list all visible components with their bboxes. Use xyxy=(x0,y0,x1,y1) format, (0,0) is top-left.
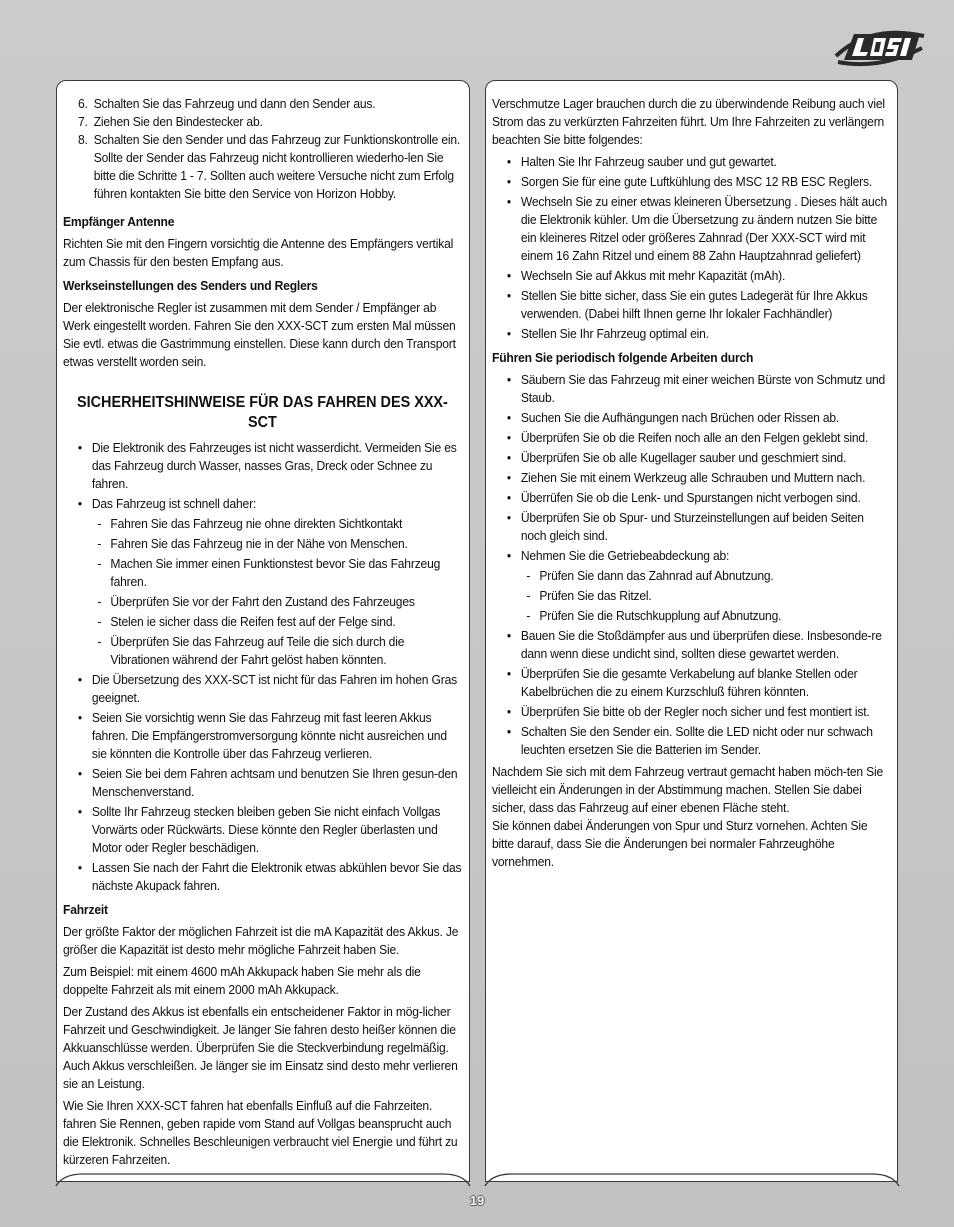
list-item: • Suchen Sie die Aufhängungen nach Brüchen oder Rissen ab. xyxy=(492,409,890,427)
list-item: • Überprüfen Sie ob Spur- und Sturzeinstellungen auf beiden Seiten noch gleich sind. xyxy=(492,509,890,545)
list-item: - Machen Sie immer einen Funktionstest bevor Sie das Fahrzeug fahren. xyxy=(92,555,462,591)
antenna-heading: Empfänger Antenne xyxy=(63,214,175,229)
right-column xyxy=(485,80,898,1182)
list-item: 7. Ziehen Sie den Bindestecker ab. xyxy=(91,113,462,131)
runtime-heading: Fahrzeit xyxy=(63,902,108,917)
list-item: • Stellen Sie Ihr Fahrzeug optimal ein. xyxy=(492,325,890,343)
left-bottom-curve xyxy=(53,1170,473,1190)
right-bottom-curve xyxy=(482,1170,902,1190)
list-item: - Prüfen Sie dann das Zahnrad auf Abnutzung. xyxy=(521,567,890,585)
list-item: - Überprüfen Sie das Fahrzeug auf Teile die sich durch die Vibrationen während der Fahrt gelöst haben könnten. xyxy=(92,633,462,669)
factory-settings-heading: Werkseinstellungen des Senders und Reglers xyxy=(63,278,318,293)
brand-logo xyxy=(830,26,930,70)
page-number: 19 xyxy=(469,1193,485,1208)
left-column xyxy=(56,80,470,1182)
list-item: • Wechseln Sie zu einer etwas kleineren Übersetzung . Dieses hält auch die Elektronik kühler. Um die Übersetzung zu ändern nutzen Sie bitte ein kleineres Ritzel oder größeres Zahnrad (Der XXX-SCT wird mit einem 16 Zahn Ritzel und einem 88 Zahn Hauptzahnrad geliefert) xyxy=(492,193,890,265)
runtime-tips-list xyxy=(492,153,890,343)
maintenance-list xyxy=(492,371,890,759)
list-item: • Stellen Sie bitte sicher, dass Sie ein gutes Ladegerät für Ihre Akkus verwenden. (Dabei hilft Ihnen gerne Ihr lokaler Fachhändler) xyxy=(492,287,890,323)
list-item: - Prüfen Sie das Ritzel. xyxy=(521,587,890,605)
setup-paragraph: Nachdem Sie sich mit dem Fahrzeug vertraut gemacht haben möch-ten Sie vielleicht ein Änderungen in der Abstimmung machen. Stellen Sie dabei sicher, dass das Fahrzeug auf einer ebenen Fläche steht. xyxy=(492,764,884,815)
runtime-paragraph: Zum Beispiel: mit einem 4600 mAh Akkupack haben Sie mehr als die doppelte Fahrzeit als mit einem 2000 mAh Akkupack. xyxy=(63,964,421,997)
list-item: 6. Schalten Sie das Fahrzeug und dann den Sender aus. xyxy=(91,95,462,113)
safety-list xyxy=(63,439,462,895)
runtime-paragraph: Der größte Faktor der möglichen Fahrzeit ist die mA Kapazität des Akkus. Je größer die Kapazität ist desto mehr mögliche Fahrzeit haben Sie. xyxy=(63,924,459,957)
runtime-paragraph: Der Zustand des Akkus ist ebenfalls ein entscheidener Faktor in mög-licher Fahrzeit und Geschwindigkeit. Je länger Sie fahren desto heißer können die Akkuanschlüsse werden. Überprüfen Sie die Steckverbindung regelmäßig. Auch Akkus verschleißen. Je länger sie im Einsatz sind desto mehr verlieren sie an Leistung. xyxy=(63,1004,458,1091)
maintenance-heading: Führen Sie periodisch folgende Arbeiten durch xyxy=(492,350,754,365)
list-item: • Seien Sie bei dem Fahren achtsam und benutzen Sie Ihren gesun-den Menschenverstand. xyxy=(63,765,462,801)
list-item: - Fahren Sie das Fahrzeug nie in der Nähe von Menschen. xyxy=(92,535,462,553)
list-item: 8. Schalten Sie den Sender und das Fahrzeug zur Funktionskontrolle ein. Sollte der Sender das Fahrzeug nicht kontrollieren wiederho-len Sie bitte die Schritte 1 - 7. Sollten auch weitere Versuche nicht zum Erfolg führen kontakten Sie bitte den Service von Horizon Hobby. xyxy=(91,131,462,203)
list-item: • Seien Sie vorsichtig wenn Sie das Fahrzeug mit fast leeren Akkus fahren. Die Empfängerstromversorgung könnte nicht ausreichen und sie könnten die Kontrolle über das Fahrzeug verlieren. xyxy=(63,709,462,763)
list-item: • Überprüfen Sie die gesamte Verkabelung auf blanke Stellen oder Kabelbrüchen die zu einem Kurzschluß führen könnten. xyxy=(492,665,890,701)
gear-sub-list xyxy=(521,567,890,625)
runtime-paragraph: Wie Sie Ihren XXX-SCT fahren hat ebenfalls Einfluß auf die Fahrzeiten. fahren Sie Rennen, geben rapide vom Stand auf Vollgas beansprucht auch die Elektronik. Schnelles Beschleunigen verbraucht viel Energie und führt zu kürzeren Fahrzeiten. xyxy=(63,1098,458,1167)
list-item: • Schalten Sie den Sender ein. Sollte die LED nicht oder nur schwach leuchten ersetzen Sie die Batterien im Sender. xyxy=(492,723,890,759)
list-item: • Wechseln Sie auf Akkus mit mehr Kapazität (mAh). xyxy=(492,267,890,285)
antenna-text: Richten Sie mit den Fingern vorsichtig die Antenne des Empfängers vertikal zum Chassis für den besten Empfang aus. xyxy=(63,236,454,269)
factory-settings-text: Der elektronische Regler ist zusammen mit dem Sender / Empfänger ab Werk eingestellt worden. Fahren Sie den XXX-SCT zum ersten Mal müssen Sie evtl. etwas die Gastrimmung einstellen. Diese kann durch den Transport etwas verstellt worden sein. xyxy=(63,300,456,369)
list-item: • Halten Sie Ihr Fahrzeug sauber und gut gewartet. xyxy=(492,153,890,171)
safety-sub-list xyxy=(92,515,462,669)
list-item: • Die Elektronik des Fahrzeuges ist nicht wasserdicht. Vermeiden Sie es das Fahrzeug durch Wasser, nasses Gras, Dreck oder Schnee zu fahren. xyxy=(63,439,462,493)
list-item: • Lassen Sie nach der Fahrt die Elektronik etwas abkühlen bevor Sie das nächste Akupack fahren. xyxy=(63,859,462,895)
list-item: • Nehmen Sie die Getriebeabdeckung ab: - Prüfen Sie dann das Zahnrad auf Abnutzung. - Prüfen Sie das Ritzel. - Prüfen Sie die Rutschkupplung auf Abnutzung. xyxy=(492,547,890,625)
list-item: • Ziehen Sie mit einem Werkzeug alle Schrauben und Muttern nach. xyxy=(492,469,890,487)
runtime-intro: Verschmutze Lager brauchen durch die zu überwindende Reibung auch viel Strom das zu verkürzten Fahrzeiten führt. Um Ihre Fahrzeiten zu verlängern beachten Sie bitte folgendes: xyxy=(492,96,885,147)
list-item: • Sorgen Sie für eine gute Luftkühlung des MSC 12 RB ESC Reglers. xyxy=(492,173,890,191)
list-item: • Überprüfen Sie ob alle Kugellager sauber und geschmiert sind. xyxy=(492,449,890,467)
list-item: - Überprüfen Sie vor der Fahrt den Zustand des Fahrzeuges xyxy=(92,593,462,611)
safety-heading: SICHERHEITSHINWEISE FÜR DAS FAHREN DES XXX-SCT xyxy=(77,394,448,431)
list-item: - Prüfen Sie die Rutschkupplung auf Abnutzung. xyxy=(521,607,890,625)
list-item: • Überprüfen Sie ob die Reifen noch alle an den Felgen geklebt sind. xyxy=(492,429,890,447)
binding-steps-list xyxy=(63,95,462,203)
list-item: • Überprüfen Sie bitte ob der Regler noch sicher und fest montiert ist. xyxy=(492,703,890,721)
list-item: • Überrüfen Sie ob die Lenk- und Spurstangen nicht verbogen sind. xyxy=(492,489,890,507)
setup-paragraph: Sie können dabei Änderungen von Spur und Sturz vornehen. Achten Sie bitte darauf, dass Sie die Änderungen bei normaler Fahrzeughöhe vornehmen. xyxy=(492,818,868,869)
list-item: • Das Fahrzeug ist schnell daher: - Fahren Sie das Fahrzeug nie ohne direkten Sichtkontakt - Fahren Sie das Fahrzeug nie in der Nähe von Menschen. - Machen Sie immer einen Funktionstest bevor Sie das Fahrzeug fahren. - Überprüfen Sie vor der Fahrt den Zustand des Fahrzeuges - Stelen ie sicher dass die Reifen fest auf der Felge sind. - Überprüfen Sie das Fahrzeug auf Teile die sich durch die Vibrationen während der Fahrt gelöst haben könnten. xyxy=(63,495,462,669)
list-item: • Sollte Ihr Fahrzeug stecken bleiben geben Sie nicht einfach Vollgas Vorwärts oder Rückwärts. Diese könnte den Regler überlasten und Motor oder Regler beschädigen. xyxy=(63,803,462,857)
list-item: - Stelen ie sicher dass die Reifen fest auf der Felge sind. xyxy=(92,613,462,631)
list-item: • Die Übersetzung des XXX-SCT ist nicht für das Fahren im hohen Gras geeignet. xyxy=(63,671,462,707)
list-item: • Bauen Sie die Stoßdämpfer aus und überprüfen diese. Insbesonde-re dann wenn diese undicht sind, sollten diese gewartet werden. xyxy=(492,627,890,663)
list-item: - Fahren Sie das Fahrzeug nie ohne direkten Sichtkontakt xyxy=(92,515,462,533)
list-item: • Säubern Sie das Fahrzeug mit einer weichen Bürste von Schmutz und Staub. xyxy=(492,371,890,407)
